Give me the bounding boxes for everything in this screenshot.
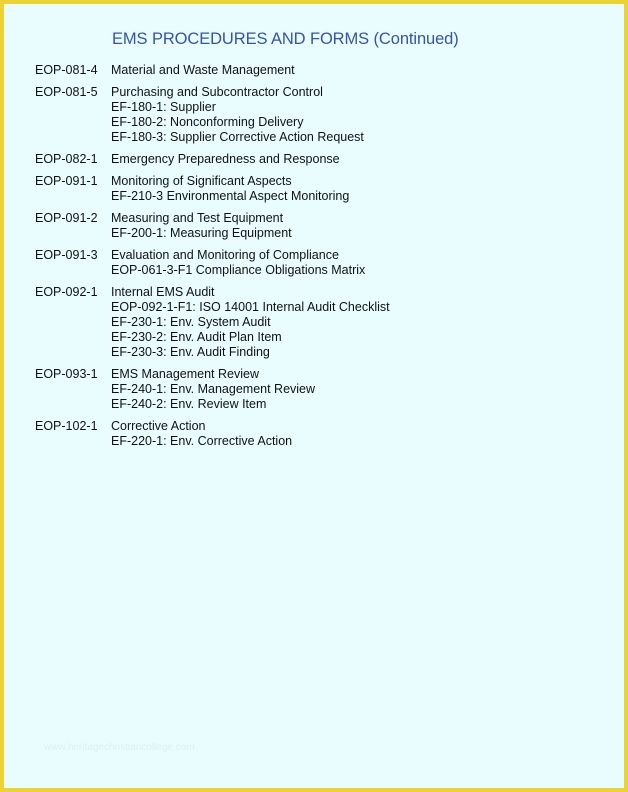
procedure-entry (35, 367, 595, 412)
procedure-lines (111, 211, 595, 241)
procedure-code: EOP-081-5 (35, 85, 98, 99)
procedure-title: Corrective Action (111, 419, 206, 433)
procedure-code: EOP-093-1 (35, 367, 98, 381)
form-item: EF-230-3: Env. Audit Finding (111, 345, 270, 359)
procedure-code: EOP-091-3 (35, 248, 98, 262)
form-item: EF-240-2: Env. Review Item (111, 397, 267, 411)
procedure-code: EOP-091-1 (35, 174, 98, 188)
procedure-lines (111, 419, 595, 449)
procedure-title: Internal EMS Audit (111, 285, 215, 299)
procedure-entry (35, 85, 595, 145)
form-item: EF-200-1: Measuring Equipment (111, 226, 292, 240)
procedure-entry (35, 419, 595, 449)
procedure-entry (35, 285, 595, 360)
procedure-title: Material and Waste Management (111, 63, 295, 77)
procedure-lines (111, 367, 595, 412)
procedure-lines (111, 285, 595, 360)
form-item: EOP-092-1-F1: ISO 14001 Internal Audit Checklist (111, 300, 390, 314)
procedure-lines (111, 85, 595, 145)
procedure-code: EOP-092-1 (35, 285, 98, 299)
procedure-lines (111, 152, 595, 167)
procedure-title: Emergency Preparedness and Response (111, 152, 340, 166)
procedure-title: Purchasing and Subcontractor Control (111, 85, 323, 99)
form-item: EF-230-2: Env. Audit Plan Item (111, 330, 282, 344)
form-item: EF-210-3 Environmental Aspect Monitoring (111, 189, 350, 203)
form-item: EF-230-1: Env. System Audit (111, 315, 271, 329)
form-item: EF-180-1: Supplier (111, 100, 216, 114)
procedure-entry (35, 248, 595, 278)
form-item: EOP-061-3-F1 Compliance Obligations Matrix (111, 263, 366, 277)
procedure-entry (35, 63, 595, 78)
procedure-code: EOP-102-1 (35, 419, 98, 433)
form-item: EF-180-3: Supplier Corrective Action Request (111, 130, 364, 144)
procedure-lines (111, 174, 595, 204)
procedure-title: Monitoring of Significant Aspects (111, 174, 292, 188)
form-item: EF-240-1: Env. Management Review (111, 382, 316, 396)
page-title: EMS PROCEDURES AND FORMS (Continued) (112, 30, 459, 48)
procedure-title: EMS Management Review (111, 367, 259, 381)
procedure-title: Measuring and Test Equipment (111, 211, 284, 225)
procedure-entry (35, 211, 595, 241)
procedure-list (35, 63, 595, 456)
procedure-code: EOP-082-1 (35, 152, 98, 166)
procedure-code: EOP-081-4 (35, 63, 98, 77)
form-item: EF-180-2: Nonconforming Delivery (111, 115, 304, 129)
procedure-code: EOP-091-2 (35, 211, 98, 225)
form-item: EF-220-1: Env. Corrective Action (111, 434, 293, 448)
procedure-lines (111, 248, 595, 278)
watermark: www.heritagechristiancollege.com (44, 742, 195, 753)
procedure-title: Evaluation and Monitoring of Compliance (111, 248, 339, 262)
procedure-entry (35, 174, 595, 204)
procedure-entry (35, 152, 595, 167)
procedure-lines (111, 63, 595, 78)
